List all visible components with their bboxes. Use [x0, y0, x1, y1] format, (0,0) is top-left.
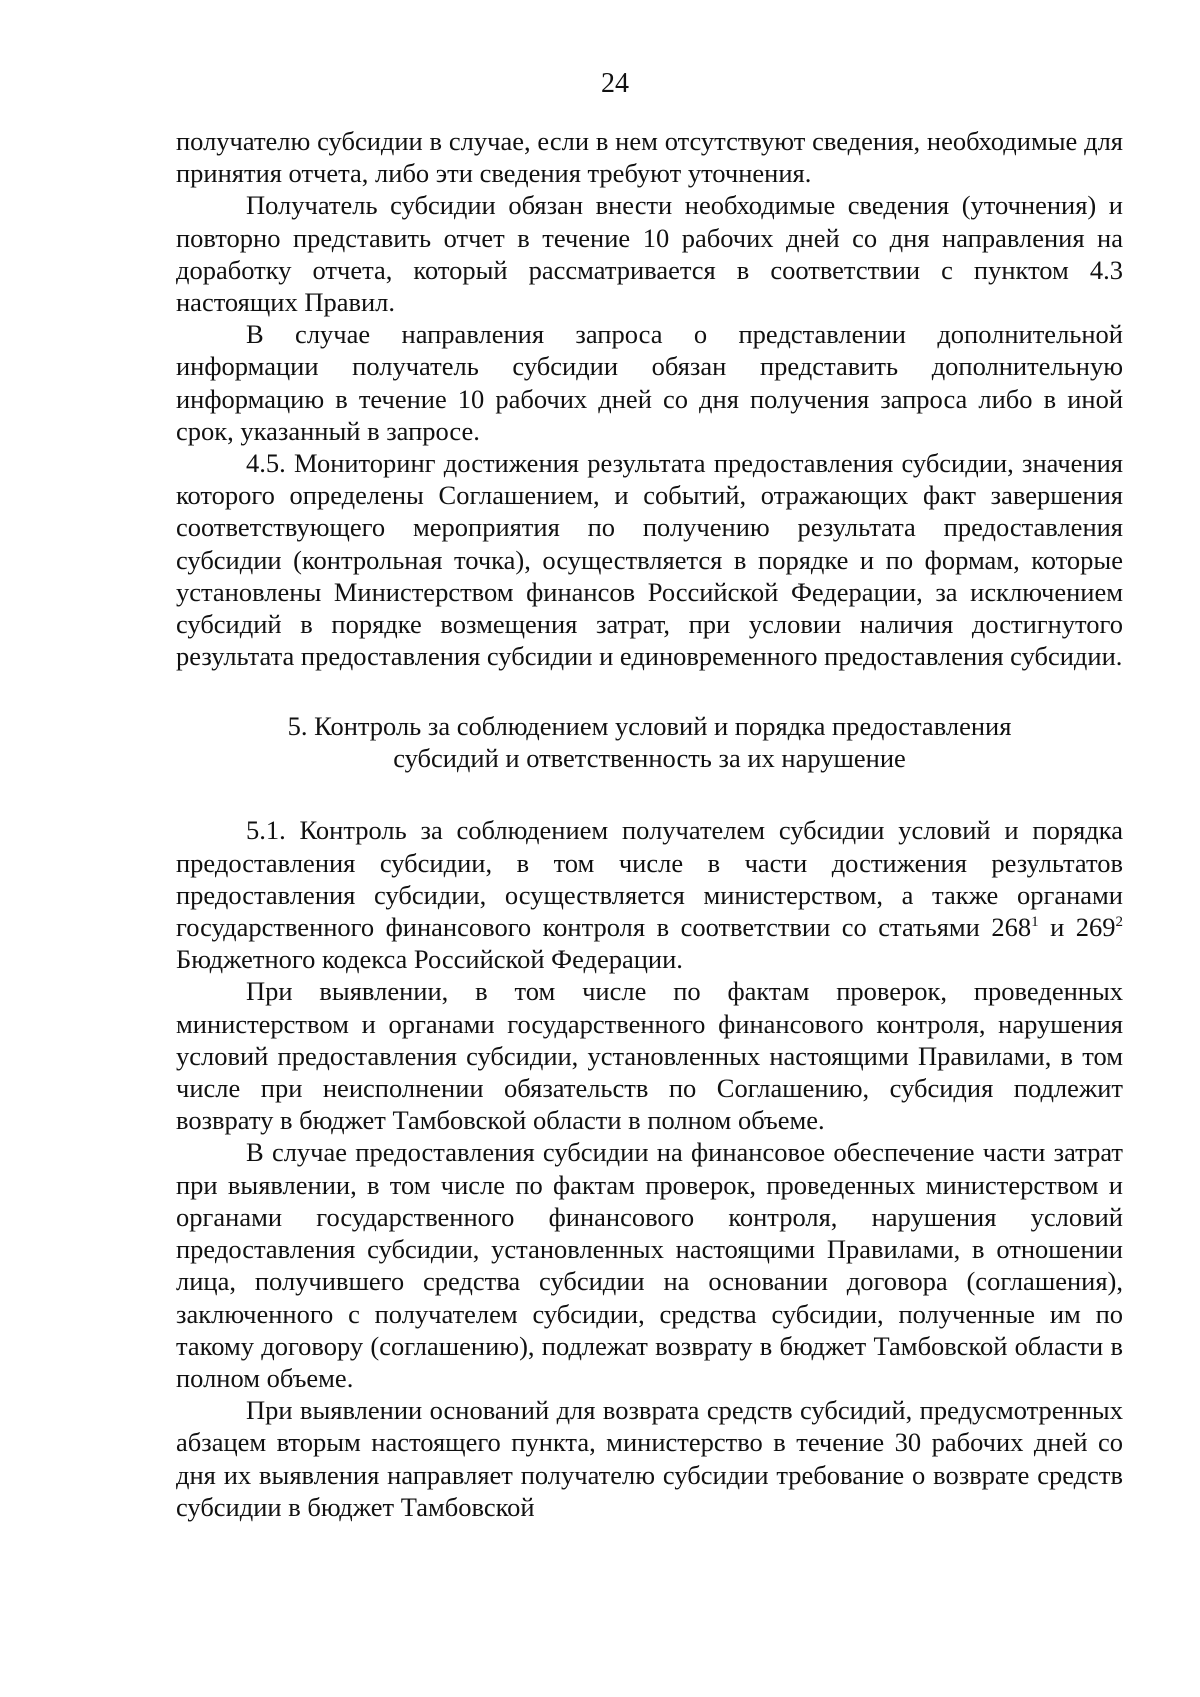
paragraph-additional-info: В случае направления запроса о представлении дополнительной информации получатель субсидии обязан представить дополнительную информацию в течение 10 рабочих дней со дня получения запроса либо в иной срок, указанный в запросе.: [176, 319, 1123, 446]
paragraph-violation-return: При выявлении, в том числе по фактам проверок, проведенных министерством и органами государственного финансового контроля, нарушения условий предоставления субсидии, установленных настоящими Правилами, в том числе при неисполнении обязательств по Соглашению, субсидия подлежит возврату в бюджет Тамбовской области в полном объеме.: [176, 976, 1123, 1136]
footnote-superscript-2: 2: [1115, 914, 1123, 931]
paragraph-resubmission: Получатель субсидии обязан внести необходимые сведения (уточнения) и повторно представить отчет в течение 10 рабочих дней со дня направления на доработку отчета, который рассматривается в соответствии с пунктом 4.3 настоящих Правил.: [176, 190, 1123, 318]
paragraph-5-1-control: [176, 814, 1123, 975]
paragraph-return-demand: При выявлении оснований для возврата средств субсидий, предусмотренных абзацем вторым настоящего пункта, министерство в течение 30 рабочих дней со дня их выявления направляет получателю субсидии требование о возврате средств субсидии в бюджет Тамбовской: [176, 1395, 1123, 1522]
page-number: 24: [601, 68, 629, 99]
paragraph-5-1-mid: и 269: [1038, 912, 1116, 943]
paragraph-cost-financing-return: В случае предоставления субсидии на финансовое обеспечение части затрат при выявлении, в том числе по фактам проверок, проведенных министерством и органами государственного финансового контроля, нарушения условий предоставления субсидии, установленных настоящими Правилами, в отношении лица, получившего средства субсидии на основании договора (соглашения), заключенного с получателем субсидии, средства субсидии, полученные им по такому договору (соглашению), подлежат возврату в бюджет Тамбовской области в полном объеме.: [176, 1137, 1123, 1393]
document-body: [176, 125, 1123, 1523]
section-heading-line-2: субсидий и ответственность за их нарушение: [393, 743, 906, 774]
section-heading-line-1: 5. Контроль за соблюдением условий и порядка предоставления: [287, 711, 1012, 742]
footnote-superscript-1: 1: [1031, 914, 1039, 931]
paragraph-4-5-monitoring: 4.5. Мониторинг достижения результата предоставления субсидии, значения которого определены Соглашением, и событий, отражающих факт завершения соответствующего мероприятия по получению результата предоставления субсидии (контрольная точка), осуществляется в порядке и по формам, которые установлены Министерством финансов Российской Федерации, за исключением субсидий в порядке возмещения затрат, при условии наличия достигнутого результата предоставления субсидии и единовременного предоставления субсидии.: [176, 448, 1123, 672]
paragraph-continuation: получателю субсидии в случае, если в нем отсутствуют сведения, необходимые для принятия отчета, либо эти сведения требуют уточнения.: [176, 126, 1123, 189]
section-5-heading: [176, 710, 1123, 774]
paragraph-5-1-text: 5.1. Контроль за соблюдением получателем субсидии условий и порядка предоставления субсидии, в том числе в части достижения результатов предоставления субсидии, осуществляется министерством, а также органами государственного финансового контроля в соответствии со статьями 268: [176, 815, 1123, 943]
paragraph-5-1-end: Бюджетного кодекса Российской Федерации.: [176, 944, 683, 975]
